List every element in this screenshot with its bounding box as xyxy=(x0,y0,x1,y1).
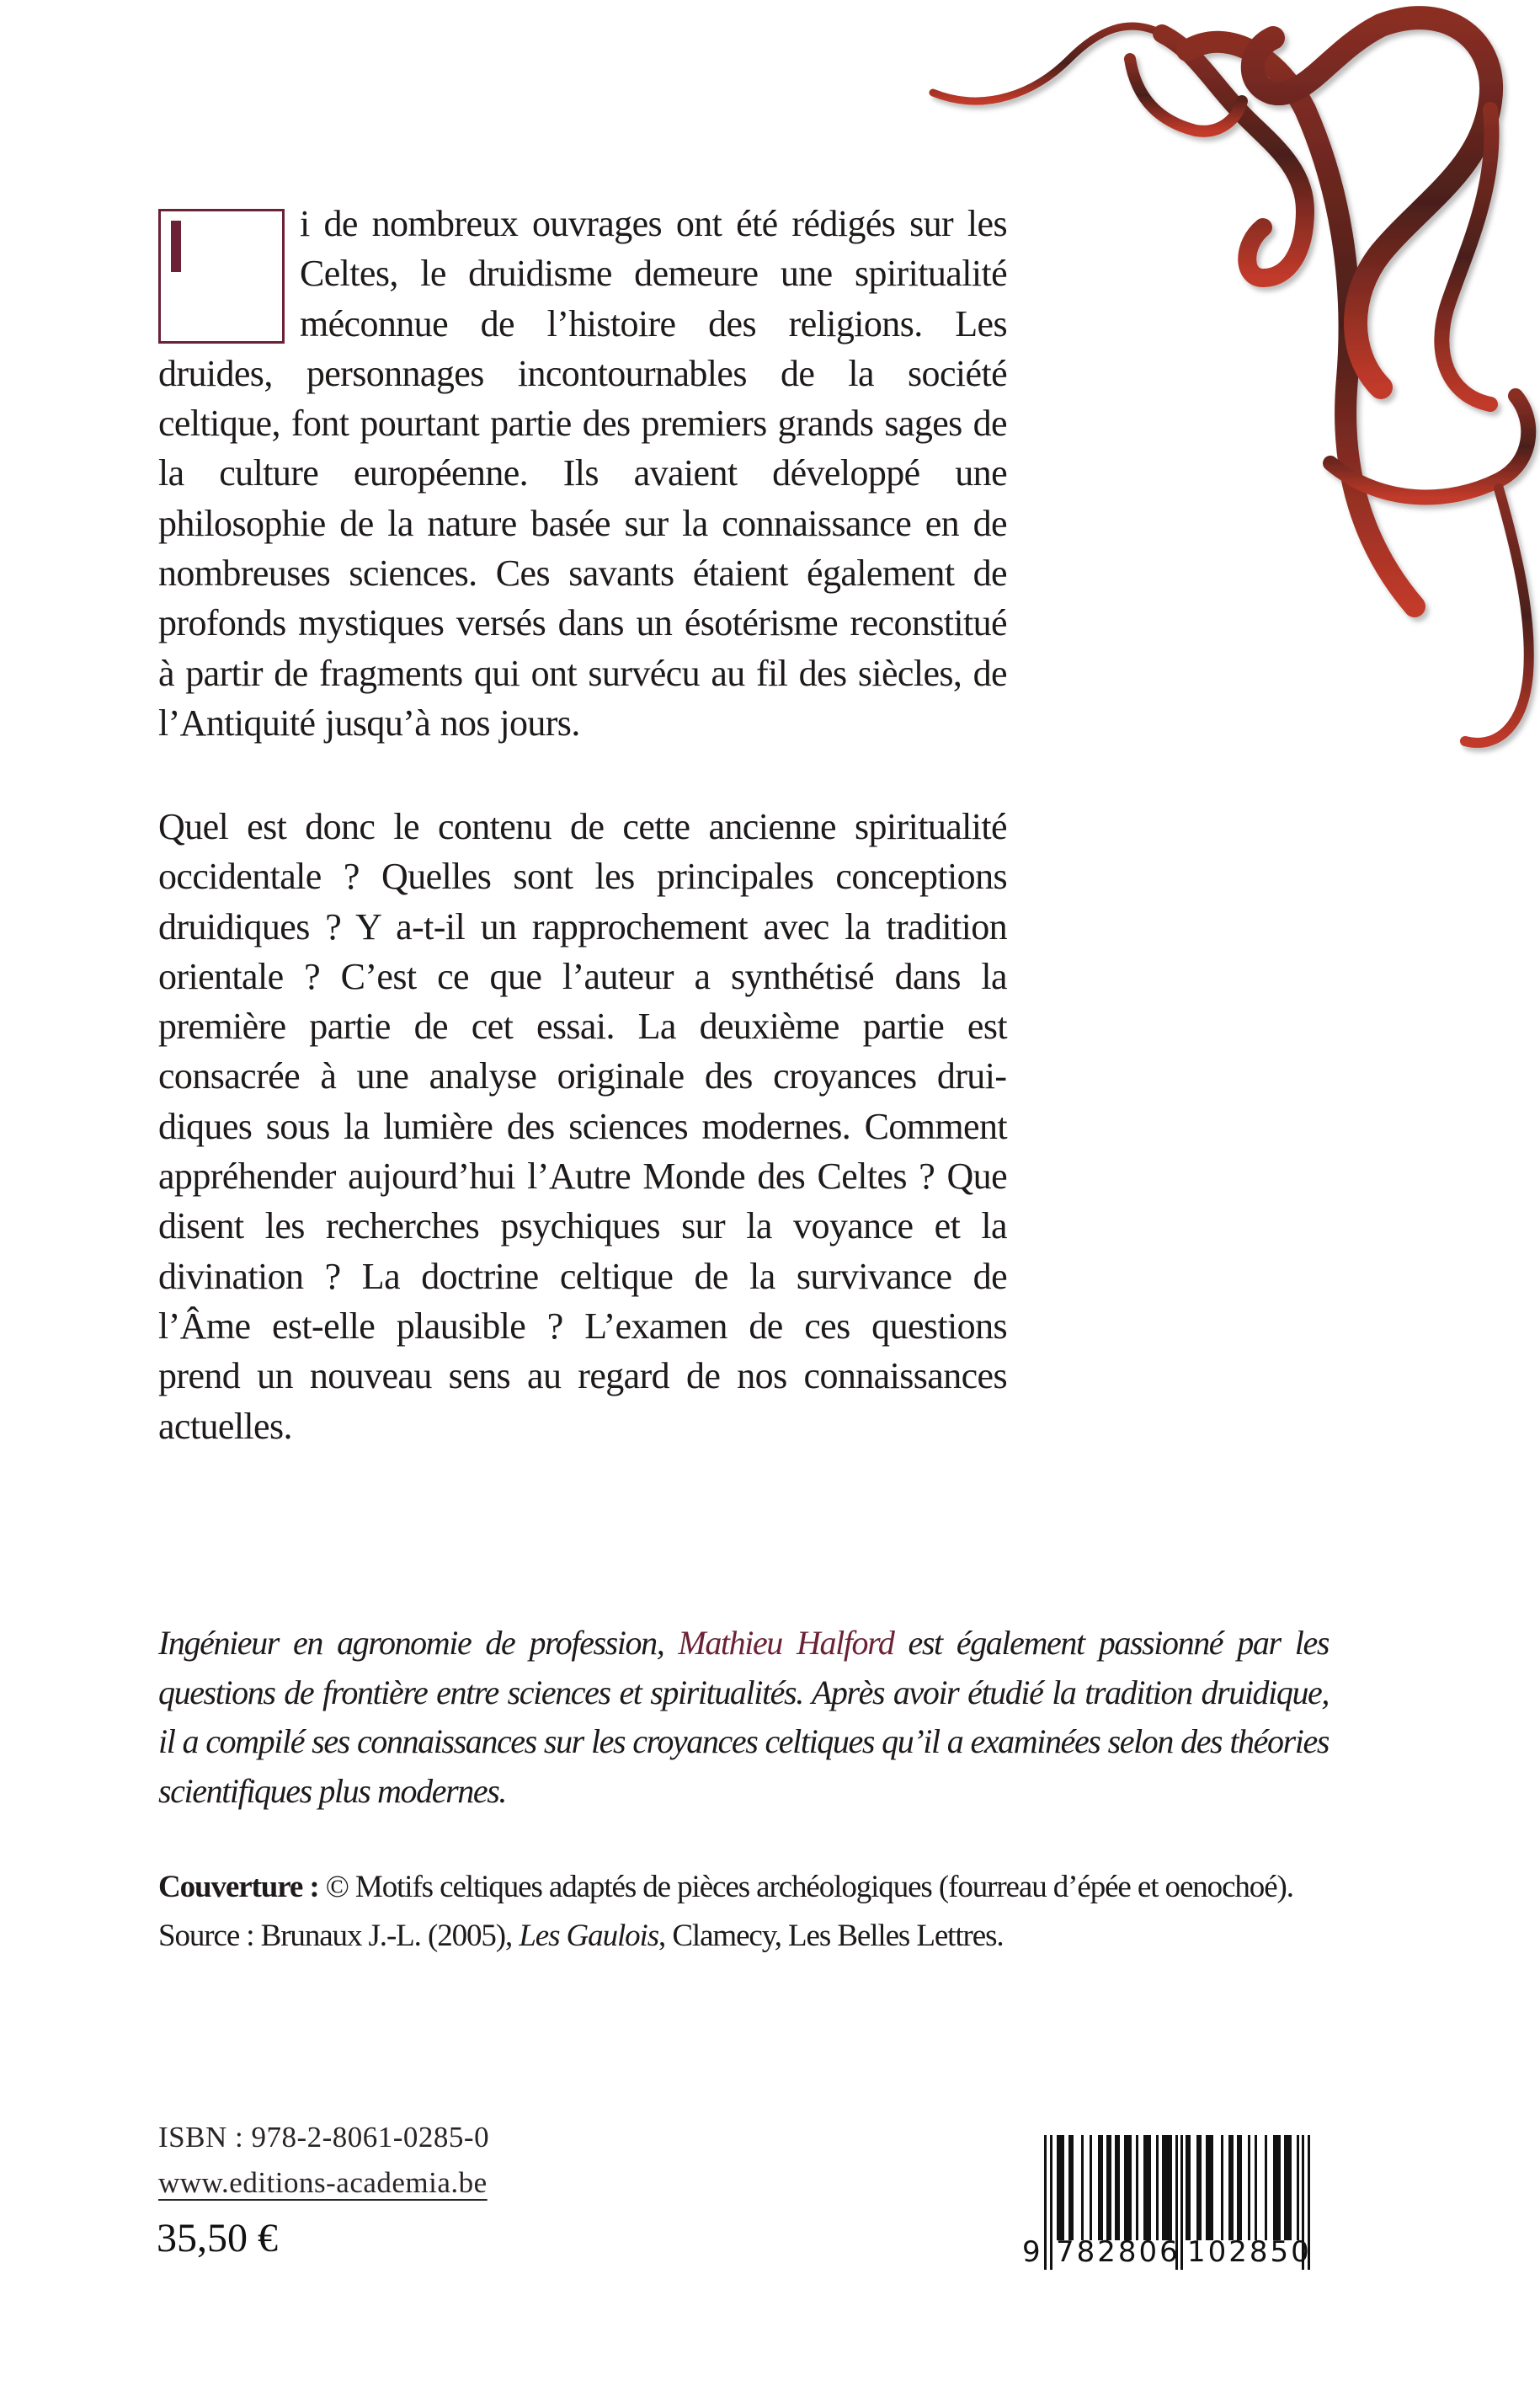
cover-credit-text: © Motifs celtiques adaptés de pièces archéologiques (fourreau d’épée et oenochoé). Source : Brunaux J.-L. (2005), xyxy=(158,1870,1293,1953)
author-bio-lead: Ingénieur en agronomie de profession, xyxy=(158,1624,679,1662)
intro-paragraph-container xyxy=(158,199,1007,748)
author-name: Mathieu Halford xyxy=(678,1624,894,1662)
content-paragraph-container xyxy=(158,802,1007,1451)
cover-credit-publisher: , Clamecy, Les Belles Lettres. xyxy=(658,1919,1004,1953)
intro-paragraph-text: i de nombreux ouvrages ont été rédigés sur les Celtes, le druidisme demeure une spiritualité méconnue de l’histoire des religions. Les druides, personnages incontournables de la société celtique, font pourtant partie des premiers grands sages de la culture européenne. Ils avaient développé une philosophie de la nature basée sur la connaissance en de nombreuses sciences. Ces savants étaient également de profonds mystiques versés dans un ésotérisme reconstitué à partir de fragments qui ont survécu au fil des siècles, de l’Antiquité jusqu’à nos jours. xyxy=(158,203,1007,744)
barcode-digits-right: 102850 xyxy=(1187,2235,1312,2269)
dropcap-frame xyxy=(171,221,181,272)
publisher-website-link[interactable]: www.editions-academia.be xyxy=(158,2166,488,2199)
cover-credit-label: Couverture : xyxy=(158,1870,319,1904)
author-bio xyxy=(158,1619,1329,1816)
isbn: ISBN : 978-2-8061-0285-0 xyxy=(158,2121,490,2154)
barcode-digit-prefix: 9 xyxy=(1022,2235,1041,2269)
barcode-digits xyxy=(1019,2235,1339,2269)
price: 35,50 € xyxy=(157,2216,278,2261)
content-paragraph: Quel est donc le contenu de cette ancienne spiritualité occidentale ? Quelles sont les principales conceptions druidiques ? Y a-t-il un rapprochement avec la tradition orientale ? C’est ce que l’auteur a synthétisé dans la première partie de cet essai. La deuxième partie est consacrée à une analyse originale des croyances druidiques sous la lumière des sciences modernes. Comment appréhender aujourd’hui l’Autre Monde des Celtes ? Que disent les recherches psychiques sur la voyance et la divination ? La doctrine celtique de la survivance de l’Âme est-elle plausible ? L’examen de ces questions prend un nouveau sens au regard de nos connaissances actuelles. xyxy=(158,806,1007,1447)
dropcap-ornament xyxy=(158,209,285,344)
barcode-digits-left: 782806 xyxy=(1056,2235,1180,2269)
cover-credit xyxy=(158,1863,1329,1961)
cover-credit-book-title: Les Gaulois xyxy=(519,1919,659,1953)
intro-paragraph xyxy=(158,199,1007,748)
author-bio-rest: est également passionné par les questions de frontière entre sciences et spiritualités. Après avoir étudié la tradition druidique, il a compilé ses connaissances sur les croyances celtiques qu’il a examinées selon des théories scientifiques plus modernes. xyxy=(158,1624,1329,1810)
